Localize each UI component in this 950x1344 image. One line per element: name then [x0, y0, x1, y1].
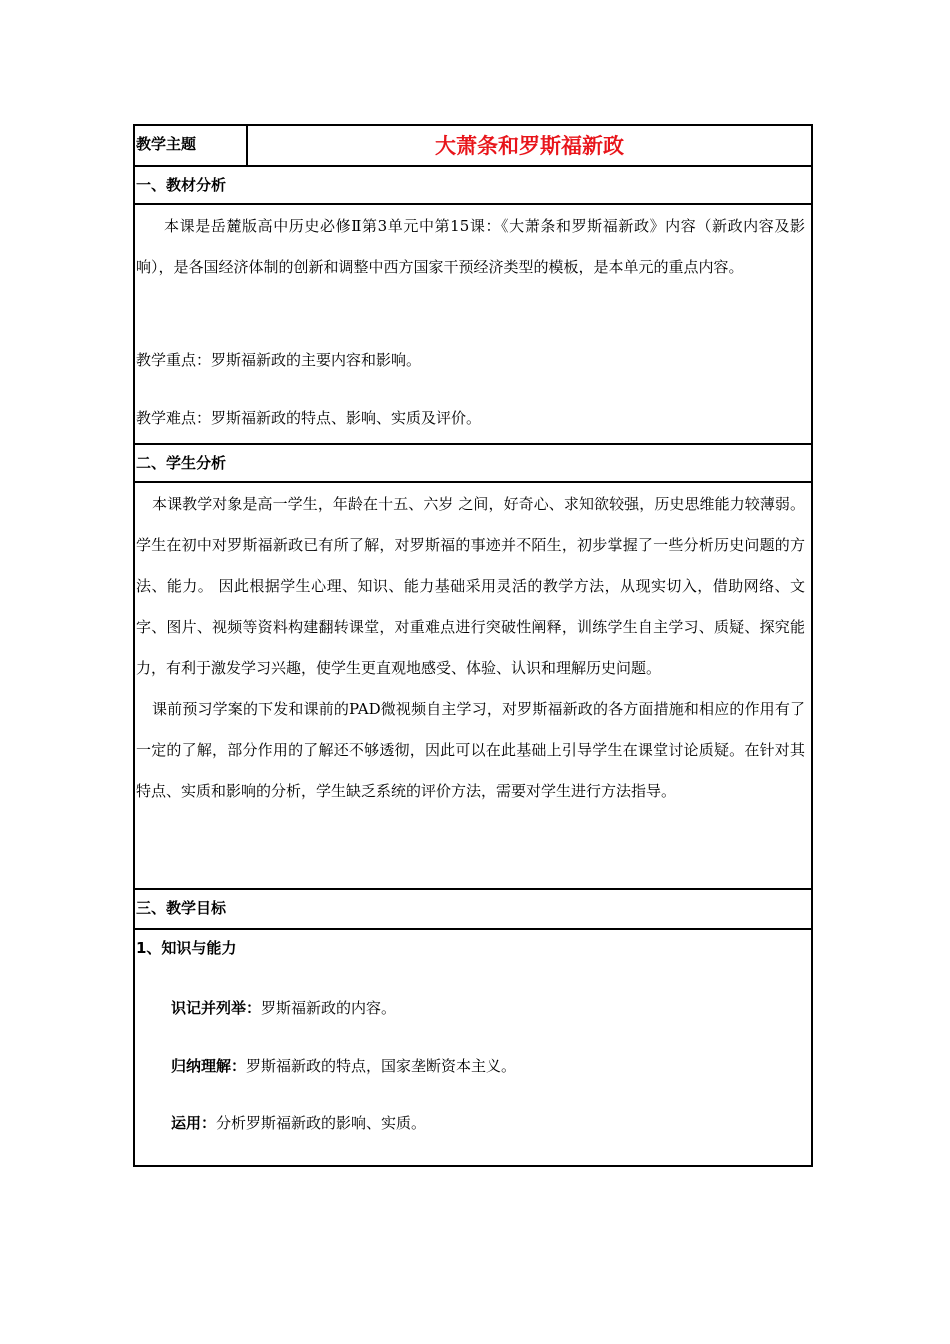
objective-text: 罗斯福新政的内容。 [261, 999, 397, 1017]
objective-item [171, 998, 396, 1018]
section1-heading: 一、教材分析 [136, 176, 227, 194]
objective-subheading: 1、知识与能力 [136, 939, 237, 957]
section1-body [135, 205, 811, 445]
key-point: 教学重点：罗斯福新政的主要内容和影响。 [136, 351, 422, 369]
section2-heading: 二、学生分析 [136, 454, 227, 472]
section3-body [135, 930, 811, 1165]
topic-label: 教学主题 [136, 135, 197, 153]
section2-paragraph-2: 课前预习学案的下发和课前的PAD微视频自主学习，对罗斯福新政的各方面措施和相应的作用有了一定的了解，部分作用的了解还不够透彻，因此可以在此基础上引导学生在课堂讨论质疑。在针对其特点、实质和影响的分析，学生缺乏系统的评价方法，需要对学生进行方法指导。 [136, 700, 805, 800]
objective-item [171, 1113, 426, 1133]
objective-label: 运用： [171, 1114, 217, 1132]
objective-label: 归纳理解： [171, 1057, 247, 1075]
objective-item [171, 1056, 516, 1076]
header-row [135, 126, 811, 167]
section1-heading-row [135, 167, 811, 205]
objective-text: 罗斯福新政的特点，国家垄断资本主义。 [246, 1057, 517, 1075]
difficulty-point: 教学难点：罗斯福新政的特点、影响、实质及评价。 [136, 409, 482, 427]
section2-body [135, 483, 811, 890]
objective-text: 分析罗斯福新政的影响、实质。 [216, 1114, 427, 1132]
section3-heading-row [135, 890, 811, 930]
section1-paragraph: 本课是岳麓版高中历史必修Ⅱ第3单元中第15课：《大萧条和罗斯福新政》内容（新政内容及影响），是各国经济体制的创新和调整中西方国家干预经济类型的模板，是本单元的重点内容。 [136, 217, 805, 276]
page-title: 大萧条和罗斯福新政 [246, 126, 811, 165]
lesson-plan-table [133, 124, 813, 1167]
section2-paragraph-1: 本课教学对象是高一学生，年龄在十五、六岁 之间，好奇心、求知欲较强，历史思维能力较薄弱。学生在初中对罗斯福新政已有所了解，对罗斯福的事迹并不陌生，初步掌握了一些分析历史问题的方法、能力。 因此根据学生心理、知识、能力基础采用灵活的教学方法，从现实切入，借助网络、文字、图片、视频等资料构建翻转课堂，对重难点进行突破性阐释，训练学生自主学习、质疑、探究能力，有利于激发学习兴趣，使学生更直观地感受、体验、认识和理解历史问题。 [136, 495, 805, 677]
section3-heading: 三、教学目标 [136, 899, 227, 917]
objective-label: 识记并列举： [171, 999, 262, 1017]
section2-heading-row [135, 445, 811, 483]
